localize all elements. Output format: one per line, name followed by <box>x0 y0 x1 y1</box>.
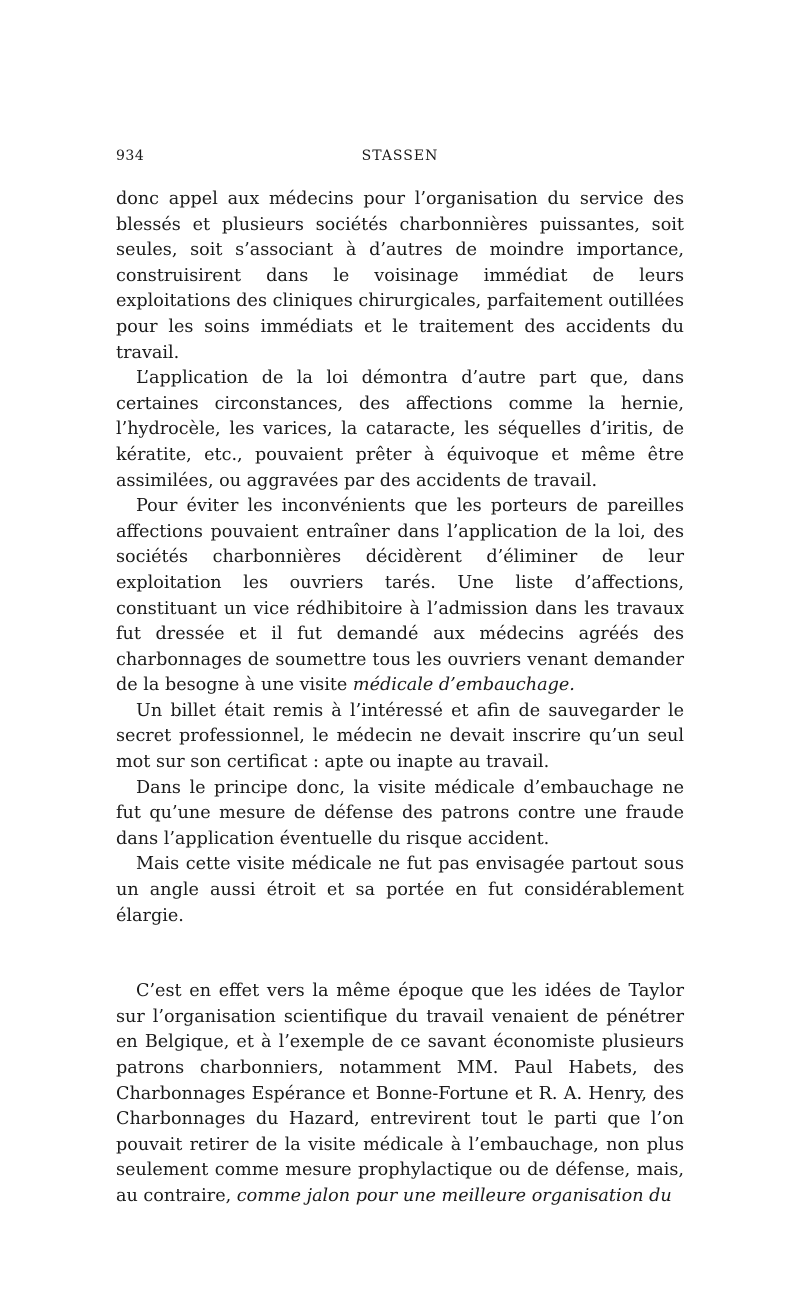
running-head <box>116 148 684 170</box>
paragraph-3 <box>116 494 684 699</box>
page-number: 934 <box>116 148 145 164</box>
paragraph-7-text: C’est en effet vers la même époque que les idées de Taylor sur l’organisation scientifique du travail venaient de pénétrer en Belgique, et à l’exemple de ce savant économiste plusieurs patrons charbonniers, notamment MM. Paul Habets, des Charbonnages Espérance et Bonne-Fortune et R. A. Henry, des Charbonnages du Hazard, entrevirent tout le parti que l’on pouvait retirer de la visite médicale à l’embauchage, non plus seulement comme mesure prophylactique ou de défense, mais, au contraire, <box>116 981 684 1206</box>
paragraph-2: L’application de la loi démontra d’autre part que, dans certaines circonstances, des affections comme la hernie, l’hydrocèle, les varices, la cataracte, les séquelles d’iritis, de kératite, etc., pouvaient prêter à équivoque et même être assimilées, ou aggravées par des accidents de travail. <box>116 368 684 491</box>
paragraph-7-italic: comme jalon pour une meilleure organisation du <box>236 1185 672 1206</box>
paragraph-6: Mais cette visite médicale ne fut pas envisagée partout sous un angle aussi étroit et sa portée en fut considérablement élargie. <box>116 854 684 926</box>
paragraph-1: donc appel aux médecins pour l’organisation du service des blessés et plusieurs sociétés charbonnières puissantes, soit seules, soit s’associant à d’autres de moindre importance, construisirent dans le voisinage immédiat de leurs exploitations des cliniques chirurgicales, parfaitement outillées pour les soins immédiats et le traitement des accidents du travail. <box>116 189 684 363</box>
paragraph-3-italic: médicale d’embauchage. <box>352 675 575 696</box>
paragraph-5: Dans le principe donc, la visite médicale d’embauchage ne fut qu’une mesure de défense des patrons contre une fraude dans l’application éventuelle du risque accident. <box>116 777 684 849</box>
paragraph-7 <box>116 979 684 1209</box>
body-text <box>116 187 684 1210</box>
running-title: STASSEN <box>361 148 439 164</box>
section-break <box>116 929 684 979</box>
paragraph-4: Un billet était remis à l’intéressé et afin de sauvegarder le secret professionnel, le médecin ne devait inscrire qu’un seul mot sur son certificat : apte ou inapte au travail. <box>116 700 684 773</box>
paragraph-3-text: Pour éviter les inconvénients que les porteurs de pareilles affections pouvaient entraîner dans l’application de la loi, des sociétés charbonnières décidèrent d’éliminer de leur exploitation les ouvriers tarés. Une liste d’affections, constituant un vice rédhibitoire à l’admission dans les travaux fut dressée et il fut demandé aux médecins agréés des charbonnages de soumettre tous les ouvriers venant demander de la besogne à une visite <box>116 496 684 696</box>
book-page <box>116 0 684 1304</box>
